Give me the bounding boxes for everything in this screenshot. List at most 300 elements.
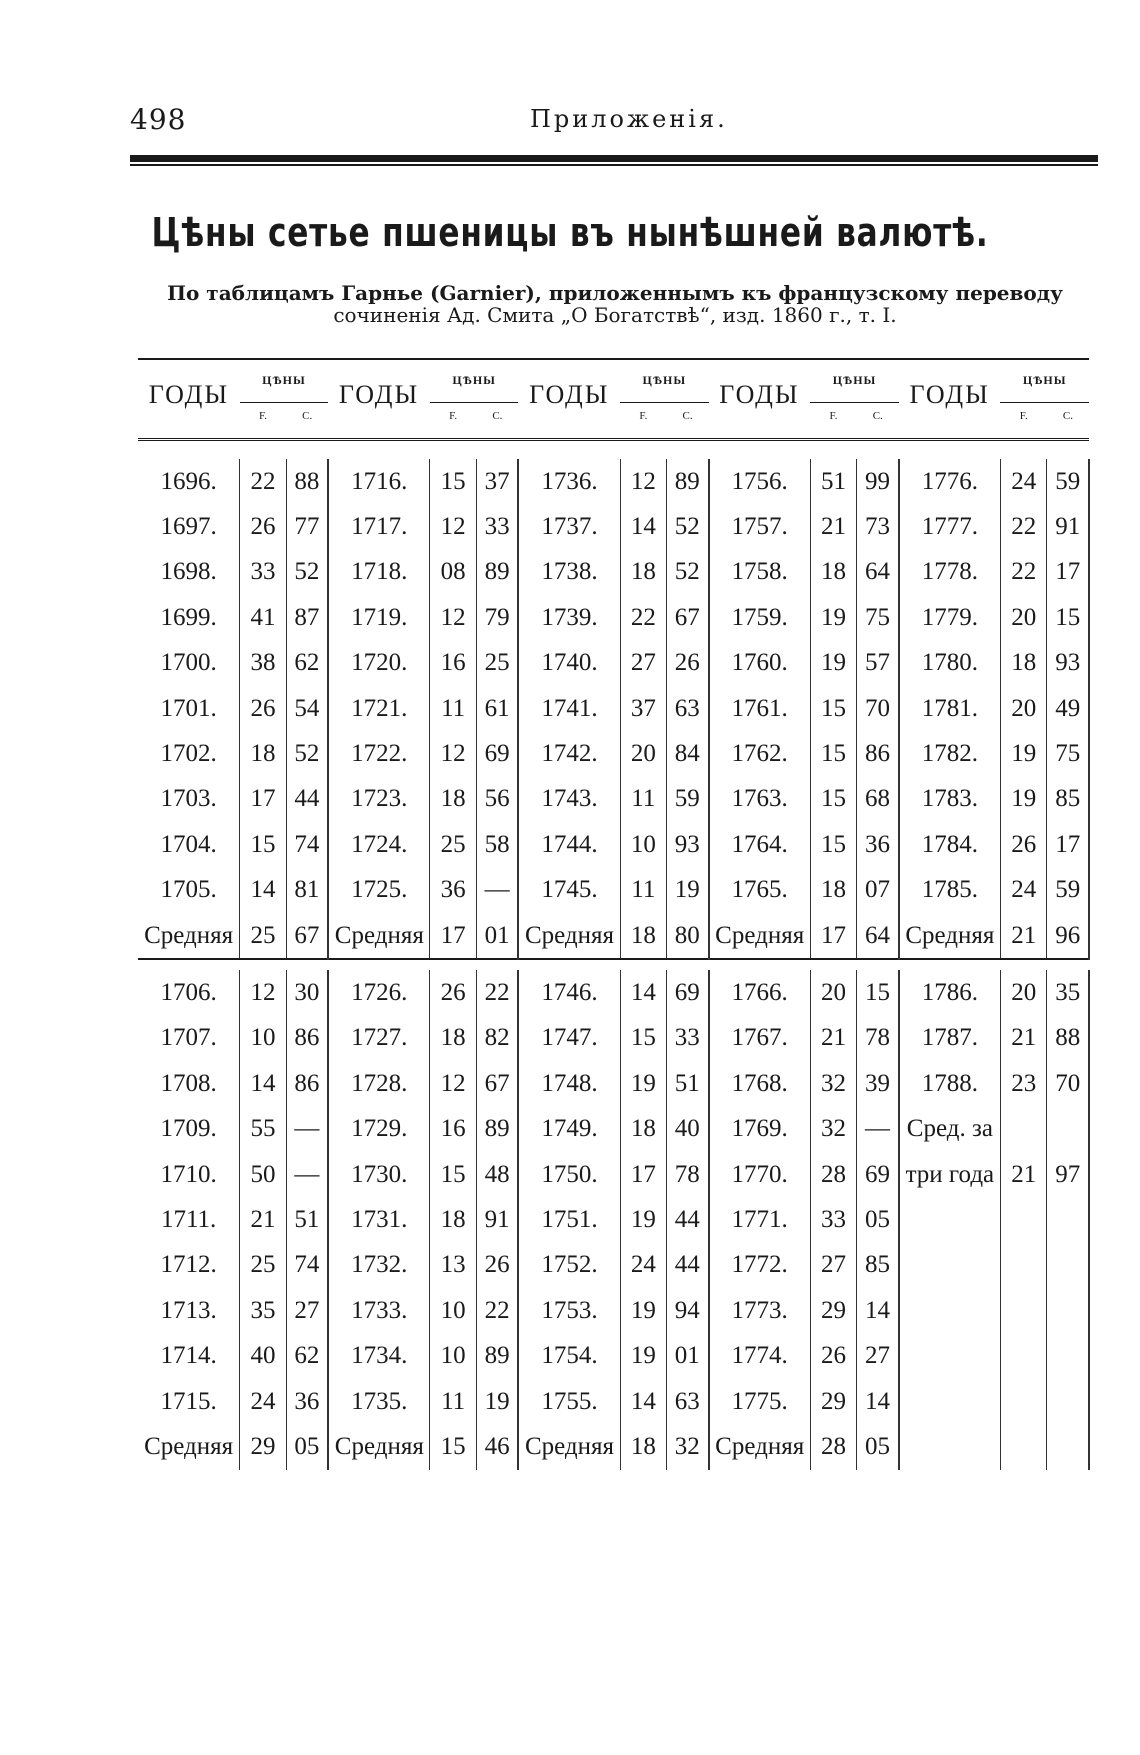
year-cell: 1772. — [731, 1251, 788, 1279]
francs-cell: 22 — [1000, 504, 1046, 549]
year-cell: 1781. — [921, 694, 978, 722]
table-row — [138, 504, 1089, 549]
table-row — [138, 1197, 1089, 1242]
francs-cell: 29 — [810, 1379, 856, 1424]
year-cell — [899, 1379, 1001, 1424]
table-row — [138, 459, 1089, 504]
year-cell: Средняя — [905, 921, 995, 949]
francs-cell: 27 — [810, 1243, 856, 1288]
francs-cell: 12 — [430, 1061, 476, 1106]
centimes-cell: 99 — [857, 459, 899, 504]
centimes-cell: 63 — [667, 686, 709, 731]
francs-cell: 18 — [430, 777, 476, 822]
francs-cell: 29 — [240, 1424, 286, 1469]
year-cell: Средняя — [715, 1432, 805, 1460]
francs-cell: 10 — [620, 822, 666, 867]
year-cell: 1701. — [160, 694, 217, 722]
centimes-cell: 75 — [1047, 731, 1089, 776]
year-cell: 1708. — [160, 1069, 217, 1097]
francs-cell: 14 — [620, 504, 666, 549]
centimes-cell: 80 — [667, 913, 709, 959]
centimes-cell: 05 — [857, 1197, 899, 1242]
year-cell: 1755. — [541, 1387, 598, 1415]
upper-block — [138, 440, 1089, 960]
centimes-cell: 22 — [476, 1288, 518, 1333]
year-cell: три года — [905, 1160, 995, 1188]
centimes-cell: 14 — [857, 1379, 899, 1424]
centimes-cell: 96 — [1047, 913, 1089, 959]
centimes-cell: 44 — [667, 1197, 709, 1242]
year-cell: 1783. — [921, 785, 978, 813]
centimes-cell: 78 — [667, 1152, 709, 1197]
francs-cell: 33 — [240, 550, 286, 595]
centimes-cell: 49 — [1047, 686, 1089, 731]
year-cell: Средняя — [334, 1432, 424, 1460]
centimes-cell: — — [286, 1106, 328, 1151]
francs-cell: 19 — [1000, 777, 1046, 822]
year-cell: 1758. — [731, 558, 788, 586]
francs-cell: 11 — [620, 777, 666, 822]
francs-cell: 22 — [240, 459, 286, 504]
table-row — [138, 1106, 1089, 1151]
centimes-header: C. — [1047, 402, 1089, 430]
year-cell: 1730. — [351, 1160, 408, 1188]
francs-header: F. — [240, 402, 286, 430]
francs-cell: 18 — [620, 1424, 666, 1469]
centimes-cell: 69 — [476, 731, 518, 776]
centimes-cell: 36 — [857, 822, 899, 867]
centimes-cell: 19 — [476, 1379, 518, 1424]
centimes-cell: 87 — [286, 595, 328, 640]
years-header: ГОДЫ — [138, 359, 240, 430]
francs-cell: 14 — [620, 970, 666, 1015]
year-cell: Средняя — [334, 921, 424, 949]
centimes-cell: 57 — [857, 641, 899, 686]
francs-cell: 24 — [620, 1243, 666, 1288]
francs-cell: 27 — [620, 641, 666, 686]
francs-cell: 40 — [240, 1333, 286, 1378]
francs-cell: 20 — [620, 731, 666, 776]
centimes-cell: 74 — [286, 1243, 328, 1288]
year-cell: 1754. — [541, 1342, 598, 1370]
francs-cell: 14 — [620, 1379, 666, 1424]
centimes-cell: 82 — [476, 1016, 518, 1061]
francs-cell — [1000, 1288, 1046, 1333]
centimes-cell: 91 — [1047, 504, 1089, 549]
francs-cell: 12 — [620, 459, 666, 504]
year-cell: 1768. — [731, 1069, 788, 1097]
table-row — [138, 1379, 1089, 1424]
year-cell: 1714. — [160, 1342, 217, 1370]
year-cell: 1765. — [731, 876, 788, 904]
francs-cell — [1000, 1243, 1046, 1288]
francs-cell: 11 — [430, 1379, 476, 1424]
francs-cell: 24 — [1000, 868, 1046, 913]
year-cell: 1770. — [731, 1160, 788, 1188]
francs-cell: 15 — [810, 777, 856, 822]
centimes-cell: 39 — [857, 1061, 899, 1106]
francs-cell: 24 — [240, 1379, 286, 1424]
centimes-cell: 54 — [286, 686, 328, 731]
year-cell: 1779. — [921, 603, 978, 631]
prices-header: ЦѢНЫ — [620, 359, 708, 402]
francs-cell: 17 — [430, 913, 476, 959]
francs-cell: 13 — [430, 1243, 476, 1288]
francs-cell: 17 — [620, 1152, 666, 1197]
centimes-cell: 15 — [857, 970, 899, 1015]
centimes-cell: 30 — [286, 970, 328, 1015]
top-rule — [130, 155, 1098, 162]
year-cell: 1782. — [921, 740, 978, 768]
wheat-price-table — [138, 358, 1090, 1470]
centimes-cell: 61 — [476, 686, 518, 731]
centimes-cell — [1047, 1288, 1089, 1333]
table-row — [138, 777, 1089, 822]
francs-cell — [1000, 1379, 1046, 1424]
centimes-cell: 67 — [667, 595, 709, 640]
year-cell: 1788. — [921, 1069, 978, 1097]
table-row — [138, 1243, 1089, 1288]
francs-cell: 18 — [1000, 641, 1046, 686]
year-cell: 1780. — [921, 649, 978, 677]
year-cell: 1753. — [541, 1296, 598, 1324]
centimes-cell: 64 — [857, 913, 899, 959]
header-row — [138, 359, 1089, 402]
centimes-cell: 94 — [667, 1288, 709, 1333]
centimes-cell: 46 — [476, 1424, 518, 1469]
centimes-cell: 51 — [286, 1197, 328, 1242]
francs-cell: 33 — [810, 1197, 856, 1242]
francs-cell: 20 — [1000, 595, 1046, 640]
prices-header: ЦѢНЫ — [240, 359, 328, 402]
centimes-cell: 93 — [667, 822, 709, 867]
centimes-cell: 74 — [286, 822, 328, 867]
francs-cell: 21 — [810, 1016, 856, 1061]
francs-cell: 18 — [810, 550, 856, 595]
year-cell: 1763. — [731, 785, 788, 813]
centimes-cell: 32 — [667, 1424, 709, 1469]
table-subtitle — [150, 282, 1080, 326]
francs-cell: 26 — [810, 1333, 856, 1378]
francs-cell: 10 — [430, 1333, 476, 1378]
centimes-cell: 77 — [286, 504, 328, 549]
year-cell: 1699. — [160, 603, 217, 631]
centimes-cell: 52 — [286, 550, 328, 595]
centimes-cell: 85 — [857, 1243, 899, 1288]
francs-header: F. — [430, 402, 476, 430]
year-cell: 1745. — [541, 876, 598, 904]
year-cell: 1731. — [351, 1205, 408, 1233]
year-cell: 1738. — [541, 558, 598, 586]
year-cell: 1764. — [731, 830, 788, 858]
francs-cell: 15 — [810, 822, 856, 867]
year-cell: 1707. — [160, 1024, 217, 1052]
centimes-cell: 05 — [286, 1424, 328, 1469]
francs-cell: 17 — [810, 913, 856, 959]
year-cell: 1724. — [351, 830, 408, 858]
francs-cell: 16 — [430, 1106, 476, 1151]
centimes-cell: 67 — [476, 1061, 518, 1106]
year-cell: 1697. — [160, 513, 217, 541]
francs-cell: 19 — [620, 1288, 666, 1333]
francs-cell: 28 — [810, 1424, 856, 1469]
centimes-cell: 89 — [476, 1106, 518, 1151]
francs-cell: 11 — [620, 868, 666, 913]
centimes-cell: 27 — [857, 1333, 899, 1378]
francs-cell: 20 — [810, 970, 856, 1015]
year-cell: Средняя — [524, 921, 615, 949]
centimes-cell: 73 — [857, 504, 899, 549]
francs-cell: 10 — [430, 1288, 476, 1333]
francs-cell: 15 — [240, 822, 286, 867]
francs-cell: 55 — [240, 1106, 286, 1151]
subtitle-line-1: По таблицамъ Гарнье (Garnier), приложеннымъ къ французскому переводу — [167, 281, 1063, 305]
year-cell: Средняя — [144, 1432, 234, 1460]
centimes-cell: 78 — [857, 1016, 899, 1061]
centimes-cell: 33 — [476, 504, 518, 549]
year-cell: 1787. — [921, 1024, 978, 1052]
centimes-cell — [1047, 1379, 1089, 1424]
year-cell: 1752. — [541, 1251, 598, 1279]
table-row — [138, 595, 1089, 640]
year-cell: 1767. — [731, 1024, 788, 1052]
centimes-cell: 36 — [286, 1379, 328, 1424]
running-title: Приложенія. — [530, 105, 728, 133]
francs-cell: 51 — [810, 459, 856, 504]
francs-cell: 19 — [620, 1197, 666, 1242]
centimes-cell: 44 — [286, 777, 328, 822]
centimes-cell: 62 — [286, 1333, 328, 1378]
centimes-cell: 05 — [857, 1424, 899, 1469]
francs-cell: 21 — [1000, 1152, 1046, 1197]
year-cell: 1757. — [731, 513, 788, 541]
table-row — [138, 1016, 1089, 1061]
table-row — [138, 1061, 1089, 1106]
table-row — [138, 913, 1089, 959]
centimes-cell: 75 — [857, 595, 899, 640]
francs-cell: 18 — [810, 868, 856, 913]
francs-cell: 15 — [620, 1016, 666, 1061]
francs-cell: 18 — [620, 1106, 666, 1151]
centimes-cell: 07 — [857, 868, 899, 913]
block-spacer — [138, 440, 1089, 460]
prices-header: ЦѢНЫ — [810, 359, 898, 402]
year-cell: 1786. — [921, 978, 978, 1006]
year-cell: Сред. за — [906, 1115, 993, 1143]
centimes-cell: 59 — [1047, 459, 1089, 504]
centimes-cell: 26 — [667, 641, 709, 686]
francs-cell: 22 — [620, 595, 666, 640]
francs-cell: 37 — [620, 686, 666, 731]
francs-cell: 26 — [240, 504, 286, 549]
centimes-cell: 70 — [857, 686, 899, 731]
year-cell: 1710. — [160, 1160, 217, 1188]
year-cell: 1760. — [731, 649, 788, 677]
centimes-cell: — — [476, 868, 518, 913]
francs-cell: 21 — [810, 504, 856, 549]
year-cell: Средняя — [715, 921, 805, 949]
francs-cell — [1000, 1197, 1046, 1242]
centimes-cell: 51 — [667, 1061, 709, 1106]
prices-header: ЦѢНЫ — [430, 359, 518, 402]
year-cell: 1743. — [541, 785, 598, 813]
centimes-cell: 86 — [857, 731, 899, 776]
francs-cell: 15 — [810, 731, 856, 776]
year-cell: 1775. — [731, 1387, 788, 1415]
francs-cell: 22 — [1000, 550, 1046, 595]
year-cell: 1720. — [351, 649, 408, 677]
year-cell: 1756. — [731, 467, 788, 495]
year-cell: 1749. — [541, 1115, 598, 1143]
centimes-cell: 88 — [286, 459, 328, 504]
francs-cell: 19 — [810, 595, 856, 640]
year-cell: 1716. — [351, 467, 408, 495]
prices-header: ЦѢНЫ — [1000, 359, 1089, 402]
centimes-cell — [1047, 1243, 1089, 1288]
years-header: ГОДЫ — [709, 359, 811, 430]
francs-cell: 26 — [1000, 822, 1046, 867]
year-cell: 1725. — [351, 876, 408, 904]
table-row — [138, 641, 1089, 686]
year-cell: 1702. — [160, 740, 217, 768]
centimes-header: C. — [857, 402, 899, 430]
header-rule — [138, 430, 1089, 440]
francs-cell: 12 — [430, 731, 476, 776]
centimes-cell: 52 — [667, 550, 709, 595]
year-cell: 1762. — [731, 740, 788, 768]
year-cell — [899, 1424, 1001, 1469]
table-row — [138, 1152, 1089, 1197]
subtitle-line-2: сочиненія Ад. Смита „О Богатствѣ“, изд. 1860 г., т. I. — [333, 303, 897, 327]
francs-cell: 24 — [1000, 459, 1046, 504]
year-cell: Средняя — [144, 921, 234, 949]
centimes-cell: 69 — [667, 970, 709, 1015]
centimes-cell: 25 — [476, 641, 518, 686]
francs-cell: 08 — [430, 550, 476, 595]
francs-cell: 12 — [430, 595, 476, 640]
francs-cell: 25 — [240, 913, 286, 959]
year-cell: 1700. — [160, 649, 217, 677]
year-cell: Средняя — [524, 1432, 615, 1460]
francs-cell: 12 — [430, 504, 476, 549]
centimes-cell: 86 — [286, 1016, 328, 1061]
francs-cell: 18 — [430, 1197, 476, 1242]
year-cell: 1751. — [541, 1205, 598, 1233]
year-cell: 1733. — [351, 1296, 408, 1324]
centimes-cell: 64 — [857, 550, 899, 595]
centimes-cell: 17 — [1047, 822, 1089, 867]
centimes-cell: 59 — [667, 777, 709, 822]
centimes-cell: — — [857, 1106, 899, 1151]
year-cell: 1736. — [541, 467, 598, 495]
year-cell — [899, 1197, 1001, 1242]
centimes-cell — [1047, 1424, 1089, 1469]
centimes-cell: 33 — [667, 1016, 709, 1061]
centimes-cell: 56 — [476, 777, 518, 822]
francs-cell: 25 — [430, 822, 476, 867]
table-row — [138, 686, 1089, 731]
centimes-cell: 91 — [476, 1197, 518, 1242]
year-cell: 1776. — [921, 467, 978, 495]
francs-cell: 21 — [240, 1197, 286, 1242]
year-cell — [899, 1288, 1001, 1333]
centimes-cell: 89 — [476, 550, 518, 595]
year-cell: 1722. — [351, 740, 408, 768]
year-cell: 1742. — [541, 740, 598, 768]
francs-cell: 41 — [240, 595, 286, 640]
year-cell: 1706. — [160, 978, 217, 1006]
francs-cell: 15 — [430, 1152, 476, 1197]
francs-cell: 25 — [240, 1243, 286, 1288]
centimes-cell — [1047, 1106, 1089, 1151]
francs-cell: 50 — [240, 1152, 286, 1197]
year-cell: 1739. — [541, 603, 598, 631]
centimes-cell: 22 — [476, 970, 518, 1015]
francs-cell: 15 — [430, 459, 476, 504]
centimes-cell: 93 — [1047, 641, 1089, 686]
francs-cell: 19 — [620, 1333, 666, 1378]
francs-cell: 19 — [1000, 731, 1046, 776]
centimes-cell: 84 — [667, 731, 709, 776]
francs-cell: 14 — [240, 1061, 286, 1106]
year-cell: 1729. — [351, 1115, 408, 1143]
francs-cell: 21 — [1000, 1016, 1046, 1061]
centimes-cell: 58 — [476, 822, 518, 867]
centimes-cell: 44 — [667, 1243, 709, 1288]
centimes-cell: 19 — [667, 868, 709, 913]
year-cell: 1709. — [160, 1115, 217, 1143]
years-header: ГОДЫ — [328, 359, 430, 430]
francs-cell — [1000, 1333, 1046, 1378]
centimes-cell — [1047, 1197, 1089, 1242]
centimes-cell — [1047, 1333, 1089, 1378]
year-cell — [899, 1243, 1001, 1288]
year-cell: 1728. — [351, 1069, 408, 1097]
francs-cell: 11 — [430, 686, 476, 731]
centimes-cell: 85 — [1047, 777, 1089, 822]
year-cell: 1773. — [731, 1296, 788, 1324]
centimes-cell: 40 — [667, 1106, 709, 1151]
lower-block — [138, 959, 1089, 1469]
table-row — [138, 868, 1089, 913]
centimes-cell: 01 — [667, 1333, 709, 1378]
francs-cell: 21 — [1000, 913, 1046, 959]
year-cell: 1737. — [541, 513, 598, 541]
years-header: ГОДЫ — [518, 359, 620, 430]
francs-header: F. — [620, 402, 666, 430]
francs-cell: 35 — [240, 1288, 286, 1333]
centimes-cell: 48 — [476, 1152, 518, 1197]
francs-cell: 28 — [810, 1152, 856, 1197]
francs-cell: 15 — [430, 1424, 476, 1469]
year-cell: 1704. — [160, 830, 217, 858]
table-row — [138, 970, 1089, 1015]
francs-cell: 15 — [810, 686, 856, 731]
year-cell: 1713. — [160, 1296, 217, 1324]
francs-cell: 18 — [240, 731, 286, 776]
year-cell: 1711. — [160, 1205, 217, 1233]
year-cell: 1784. — [921, 830, 978, 858]
centimes-cell: 70 — [1047, 1061, 1089, 1106]
centimes-cell: 62 — [286, 641, 328, 686]
centimes-cell: 63 — [667, 1379, 709, 1424]
table-row — [138, 822, 1089, 867]
centimes-cell: 15 — [1047, 595, 1089, 640]
centimes-cell: 35 — [1047, 970, 1089, 1015]
francs-cell: 23 — [1000, 1061, 1046, 1106]
centimes-cell: 89 — [667, 459, 709, 504]
year-cell: 1769. — [731, 1115, 788, 1143]
